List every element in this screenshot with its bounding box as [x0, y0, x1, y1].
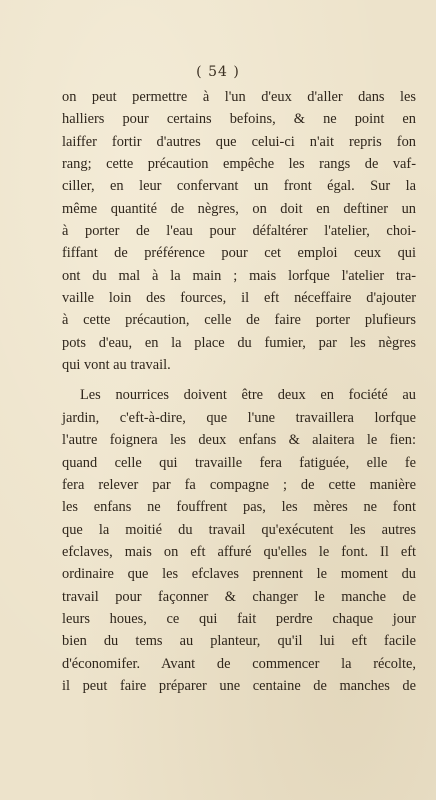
text-line: laiffer fortir d'autres que celui-ci n'ait repris fon [62, 133, 416, 150]
text-line: l'autre foignera les deux enfans & alaitera le fien: [62, 432, 416, 449]
text-line: halliers pour certains befoins, & ne point en [62, 111, 416, 128]
text-line: travail pour façonner & changer le manche de [62, 588, 416, 605]
text-line: ordinaire que les efclaves prennent le moment du [62, 566, 416, 583]
paragraph-1 [62, 86, 416, 376]
text-line: ciller, en leur confervant un front égal. Sur la [62, 178, 416, 195]
text-line: ont du mal à la main ; mais lorfque l'atelier tra- [62, 267, 416, 284]
text-line: bien du tems au planteur, qu'il lui eft facile [62, 633, 416, 650]
text-line: d'économifer. Avant de commencer la récolte, [62, 655, 416, 672]
text-line: pots d'eau, en la place du fumier, par les nègres [62, 334, 416, 351]
text-line: efclaves, mais on eft affuré qu'elles le font. Il eft [62, 543, 416, 560]
text-line: que la moitié du travail qu'exécutent les autres [62, 521, 416, 538]
text-line: même quantité de nègres, on doit en deftiner un [62, 200, 416, 217]
text-line: Les nourrices doivent être deux en fociété au [80, 387, 416, 404]
body-text [62, 86, 416, 697]
text-line: il peut faire préparer une centaine de manches de [62, 677, 416, 694]
text-line: quand celle qui travaille fera fatiguée, elle fe [62, 454, 416, 471]
paragraph-2 [62, 384, 416, 697]
text-line: les enfans ne fouffrent pas, les mères ne font [62, 499, 416, 516]
text-line: fiffant de préférence pour cet emploi ceux qui [62, 245, 416, 262]
text-line: vaille loin des fources, il eft néceffaire d'ajouter [62, 290, 416, 307]
text-line: on peut permettre à l'un d'eux d'aller dans les [62, 89, 416, 105]
text-line: qui vont au travail. [62, 357, 171, 374]
text-line: à porter de l'eau pour défaltérer l'atelier, choi- [62, 223, 416, 240]
text-line: leurs houes, ce qui fait perdre chaque jour [62, 610, 416, 627]
paragraph-gap [62, 376, 416, 384]
page-number: ( 54 ) [196, 64, 240, 80]
text-line: rang; cette précaution empêche les rangs de vaf- [62, 156, 416, 173]
text-line: jardin, c'eft-à-dire, que l'une travaillera lorfque [62, 409, 416, 426]
text-line: fera relever par fa compagne ; de cette manière [62, 476, 416, 493]
text-line: à cette précaution, celle de faire porter plufieurs [62, 312, 416, 329]
